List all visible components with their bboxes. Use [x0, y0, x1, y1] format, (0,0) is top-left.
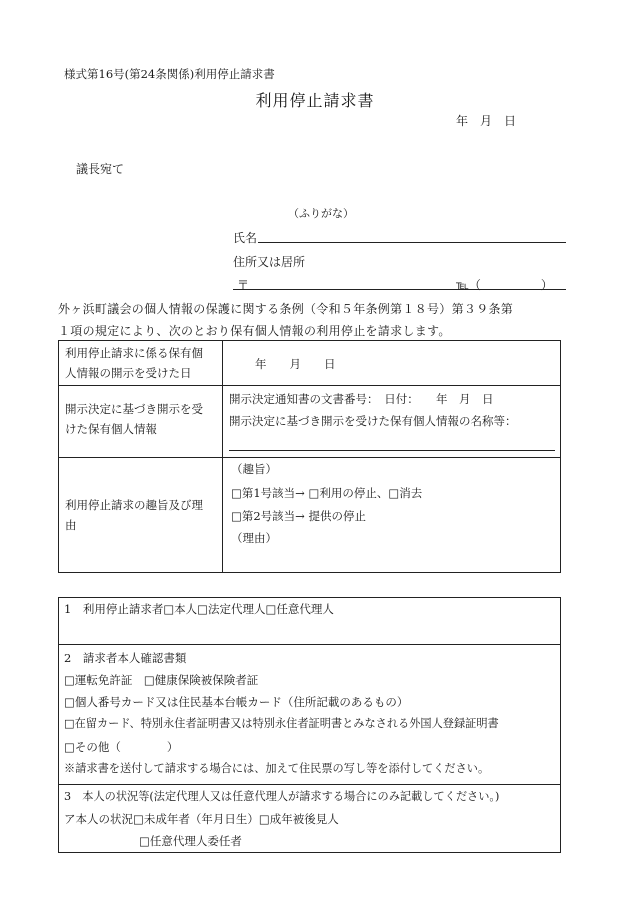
section3-status[interactable]: ア本人の状況□未成年者（年月日生）□成年被後見人	[64, 812, 339, 826]
name-label: 氏名	[233, 231, 258, 245]
address-input-line[interactable]	[233, 289, 566, 290]
reason-label: （理由）	[231, 531, 277, 545]
form-id: 様式第16号(第24条関係)利用停止請求書	[64, 67, 275, 81]
table-row-divider	[59, 385, 560, 386]
postal-mark: 〒	[237, 278, 250, 292]
page-title: 利用停止請求書	[255, 91, 375, 110]
intro-line-2: １項の規定により、次のとおり保有個人情報の利用停止を請求します。	[58, 324, 451, 338]
row2-input-line[interactable]	[229, 450, 555, 451]
purpose-label: （趣旨）	[231, 462, 277, 476]
date-field: 年 月 日	[456, 114, 517, 128]
intro-text	[58, 298, 578, 342]
section3-status-2[interactable]: □任意代理人委任者	[139, 834, 242, 848]
id-doc-item[interactable]: □在留カード、特別永住者証明書又は特別永住者証明書とみなされる外国人登録証明書	[64, 717, 499, 730]
row2-label-line: けた保有個人情報	[65, 422, 157, 436]
address-label: 住所又は居所	[233, 255, 306, 269]
row2-doc-number[interactable]: 開示決定通知書の文書番号： 日付： 年 月 日	[229, 392, 494, 406]
section-divider	[59, 644, 560, 645]
row2-info-name[interactable]: 開示決定に基づき開示を受けた保有個人情報の名称等：	[229, 414, 517, 428]
row3-label-line: 由	[65, 518, 77, 532]
row3-label-line: 利用停止請求の趣旨及び理	[65, 498, 203, 512]
row2-label-line: 開示決定に基づき開示を受	[65, 402, 203, 416]
table-row-divider	[59, 457, 560, 458]
addressee: 議長宛て	[76, 162, 125, 176]
id-doc-item[interactable]: □個人番号カード又は住民基本台帳カード（住所記載のあるもの）	[64, 695, 409, 709]
section3-heading: 3 本人の状況等(法定代理人又は任意代理人が請求する場合にのみ記載してください。)	[64, 790, 500, 803]
section1-requester[interactable]: 1 利用停止請求者□本人□法定代理人□任意代理人	[64, 602, 334, 616]
id-doc-item[interactable]: □運転免許証 □健康保険被保険者証	[64, 673, 259, 687]
row1-date[interactable]: 年 月 日	[255, 357, 336, 371]
row1-label-line: 人情報の開示を受けた日	[65, 366, 192, 380]
requester-table	[58, 597, 561, 853]
purpose-option-2[interactable]: □第2号該当→ 提供の停止	[231, 509, 366, 523]
row1-label-line: 利用停止請求に係る保有個	[65, 346, 203, 360]
row1-label	[65, 343, 203, 383]
section-divider	[59, 784, 560, 785]
tel-field: ℡（ ）	[456, 278, 553, 292]
intro-line-1: 外ヶ浜町議会の個人情報の保護に関する条例（令和５年条例第１８号）第３９条第	[58, 302, 514, 316]
section2-heading: 2 請求者本人確認書類	[64, 651, 187, 665]
name-input-line[interactable]	[258, 242, 566, 243]
request-table	[58, 340, 561, 573]
id-doc-item[interactable]: □その他（ ）	[64, 740, 179, 754]
purpose-option-1[interactable]: □第1号該当→ □利用の停止、□消去	[231, 486, 423, 500]
row2-label	[65, 399, 203, 439]
row3-label	[65, 495, 203, 535]
furigana-label: （ふりがな）	[288, 207, 354, 220]
section2-note: ※請求書を送付して請求する場合には、加えて住民票の写し等を添付してください。	[64, 762, 490, 775]
